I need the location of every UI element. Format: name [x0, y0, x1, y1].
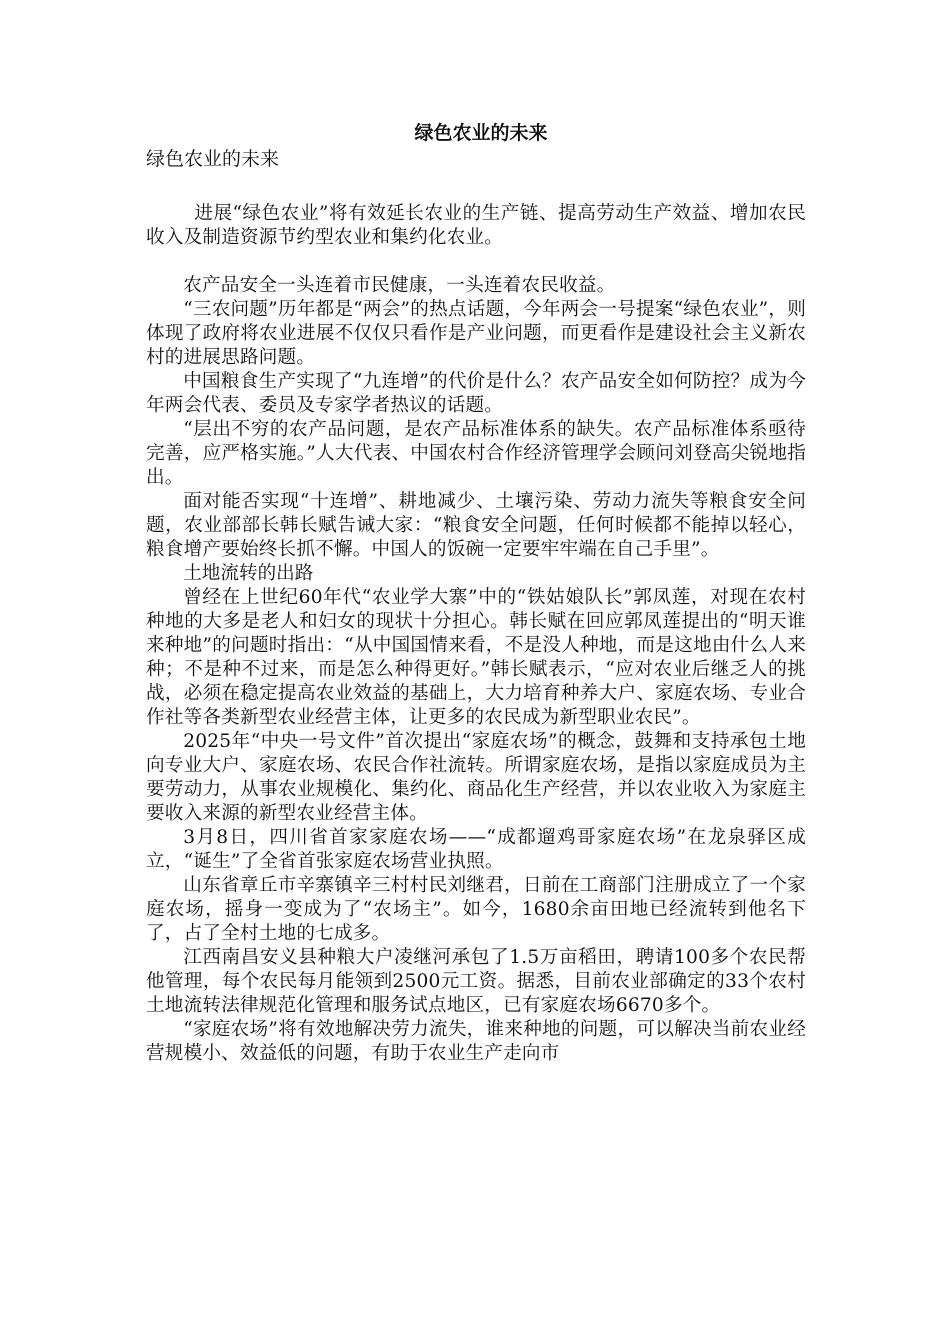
- paragraph: 3月8日，四川省首家家庭农场——“成都遛鸡哥家庭农场”在龙泉驿区成立，“诞生”了全省首张家庭农场营业执照。: [146, 827, 806, 872]
- section-heading: 土地流转的出路: [183, 563, 314, 584]
- paragraph: 2025年“中央一号文件”首次提出“家庭农场”的概念，鼓舞和支持承包土地向专业大户、家庭农场、农民合作社流转。所谓家庭农场，是指以家庭成员为主要劳动力，从事农业规模化、集约化、商品化生产经营，并以农业收入为家庭主要收入来源的新型农业经营主体。: [146, 731, 806, 824]
- paragraph-gap: [146, 250, 806, 274]
- document-page: [146, 120, 806, 1066]
- paragraph: 面对能否实现“十连增”、耕地减少、土壤污染、劳动力流失等粮食安全问题，农业部部长韩长赋告诫大家：“粮食安全问题，任何时候都不能掉以轻心，粮食增产要始终长抓不懈。中国人的饭碗一定要牢牢端在自己手里”。: [146, 491, 806, 560]
- paragraph: “三农问题”历年都是“两会”的热点话题，今年两会一号提案“绿色农业”，则体现了政府将农业进展不仅仅只看作是产业问题，而更看作是建设社会主义新农村的进展思路问题。: [146, 299, 806, 368]
- paragraph-intro: 进展“绿色农业”将有效延长农业的生产链、提高劳动生产效益、增加农民收入及制造资源节约型农业和集约化农业。: [146, 203, 806, 248]
- paragraph: 中国粮食生产实现了“九连增”的代价是什么？农产品安全如何防控？成为今年两会代表、委员及专家学者热议的话题。: [146, 371, 806, 416]
- paragraph: 山东省章丘市辛寨镇辛三村村民刘继君，日前在工商部门注册成立了一个家庭农场，摇身一变成为了“农场主”。如今，1680余亩田地已经流转到他名下了，占了全村土地的七成多。: [146, 875, 806, 944]
- document-subtitle: 绿色农业的未来: [146, 148, 280, 170]
- paragraph: “层出不穷的农产品问题，是农产品标准体系的缺失。农产品标准体系亟待完善，应严格实施。”人大代表、中国农村合作经济管理学会顾问刘登高尖锐地指出。: [146, 419, 806, 488]
- paragraph: 农产品安全一头连着市民健康，一头连着农民收益。: [183, 275, 616, 296]
- document-title: 绿色农业的未来: [414, 122, 548, 144]
- paragraph: 江西南昌安义县种粮大户凌继河承包了1.5万亩稻田，聘请100多个农民帮他管理，每个农民每月能领到2500元工资。据悉，目前农业部确定的33个农村土地流转法律规范化管理和服务试点地区，已有家庭农场6670多个。: [146, 947, 806, 1016]
- paragraph: 曾经在上世纪60年代“农业学大寨”中的“铁姑娘队长”郭凤莲，对现在农村种地的大多是老人和妇女的现状十分担心。韩长赋在回应郭凤莲提出的“明天谁来种地”的问题时指出：“从中国国情来看，不是没人种地，而是这地由什么人来种；不是种不过来，而是怎么种得更好。”韩长赋表示，“应对农业后继乏人的挑战，必须在稳定提高农业效益的基础上，大力培育种养大户、家庭农场、专业合作社等各类新型农业经营主体，让更多的农民成为新型职业农民”。: [146, 587, 806, 728]
- paragraph: “家庭农场”将有效地解决劳力流失，谁来种地的问题，可以解决当前农业经营规模小、效益低的问题，有助于农业生产走向市: [146, 1019, 806, 1064]
